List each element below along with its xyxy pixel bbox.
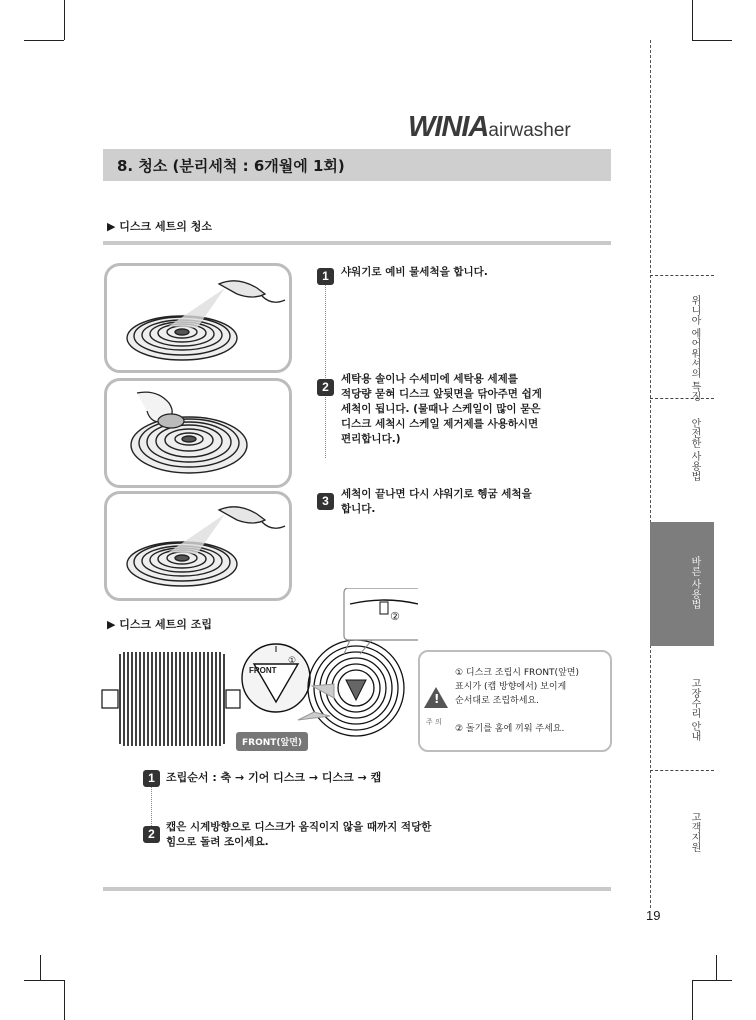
bottom-rule <box>103 887 611 891</box>
assembly-step-connector <box>151 786 152 826</box>
disc-rinse-illustration <box>107 494 289 598</box>
front-label: FRONT <box>249 666 277 675</box>
side-tab-features[interactable]: 위니아 에어워셔의 특징 <box>689 295 700 402</box>
step-3-text: 세척이 끝나면 다시 샤워기로 헹굼 세척을 합니다. <box>341 488 532 515</box>
cleaning-heading: ▶ 디스크 세트의 청소 <box>107 220 212 233</box>
crop-mark <box>64 980 65 1020</box>
side-tab-active-bg <box>650 522 714 646</box>
crop-mark <box>692 40 732 41</box>
tab-separator <box>650 275 714 276</box>
side-tab-usage[interactable]: 바른 사용법 <box>689 556 700 610</box>
logo-main: WINIA <box>408 111 489 143</box>
crop-mark <box>24 980 64 981</box>
step-connector <box>325 282 326 458</box>
crop-mark <box>692 0 693 40</box>
callout-number: ② <box>390 610 400 623</box>
front-circled-number: ① <box>288 656 297 666</box>
crop-mark <box>692 980 693 1020</box>
assembly-step-2-text: 캡은 시계방향으로 디스크가 움직이지 않을 때까지 적당한 힘으로 돌려 조이세요. <box>166 821 432 848</box>
crop-mark <box>692 980 732 981</box>
brand-logo <box>408 111 571 144</box>
front-tag: FRONT(앞면) <box>236 732 308 751</box>
illustration-shower-rinse <box>104 263 292 373</box>
crop-mark <box>24 40 64 41</box>
side-tab-safety[interactable]: 안전한 사용법 <box>689 418 700 482</box>
tab-separator <box>650 770 714 771</box>
assembly-step-2-number: 2 <box>143 826 160 843</box>
crop-mark <box>40 955 41 980</box>
side-tab-repair[interactable]: 고장수리 안내 <box>689 678 700 742</box>
step-2-text: 세탁용 솔이나 수세미에 세탁용 세제를 적당량 묻혀 디스크 앞뒷면을 닦아주면 쉽게 세척이 됩니다. (물때나 스케일이 많이 묻은 디스크 세척시 스케일 제거제를 사용하시면 편리합니다.) <box>341 373 542 445</box>
crop-mark <box>64 0 65 40</box>
section-rule <box>103 241 611 245</box>
tab-separator <box>650 398 714 399</box>
assembly-step-1-text: 조립순서 : 축 → 기어 디스크 → 디스크 → 캡 <box>166 771 382 784</box>
assembly-step-1-number: 1 <box>143 770 160 787</box>
step-2-number: 2 <box>317 379 334 396</box>
warning-exclamation: ! <box>434 692 440 706</box>
assembly-heading: ▶ 디스크 세트의 조립 <box>107 618 212 631</box>
step-3-number: 3 <box>317 493 334 510</box>
crop-mark <box>716 955 717 980</box>
side-tab-line <box>650 40 651 908</box>
logo-sub: airwasher <box>488 120 571 141</box>
page-number: 19 <box>646 908 661 923</box>
illustration-final-rinse <box>104 491 292 601</box>
section-header <box>103 149 611 181</box>
notice-item-2: ② 돌기를 홈에 끼워 주세요. <box>455 724 565 734</box>
disc-shower-illustration <box>107 266 289 370</box>
disc-brush-illustration <box>107 381 289 485</box>
step-1-number: 1 <box>317 268 334 285</box>
notice-item-1: ① 디스크 조립시 FRONT(앞면) 표시가 (캡 방향에서) 보이게 순서대로 조립하세요. <box>455 668 579 706</box>
caution-label: 주 의 <box>426 718 442 726</box>
illustration-brush-wash <box>104 378 292 488</box>
side-tab-support[interactable]: 고객지원 <box>689 812 700 852</box>
section-title: 8. 청소 (분리세척 : 6개월에 1회) <box>117 157 345 175</box>
step-1-text: 샤워기로 예비 물세척을 합니다. <box>341 266 488 278</box>
